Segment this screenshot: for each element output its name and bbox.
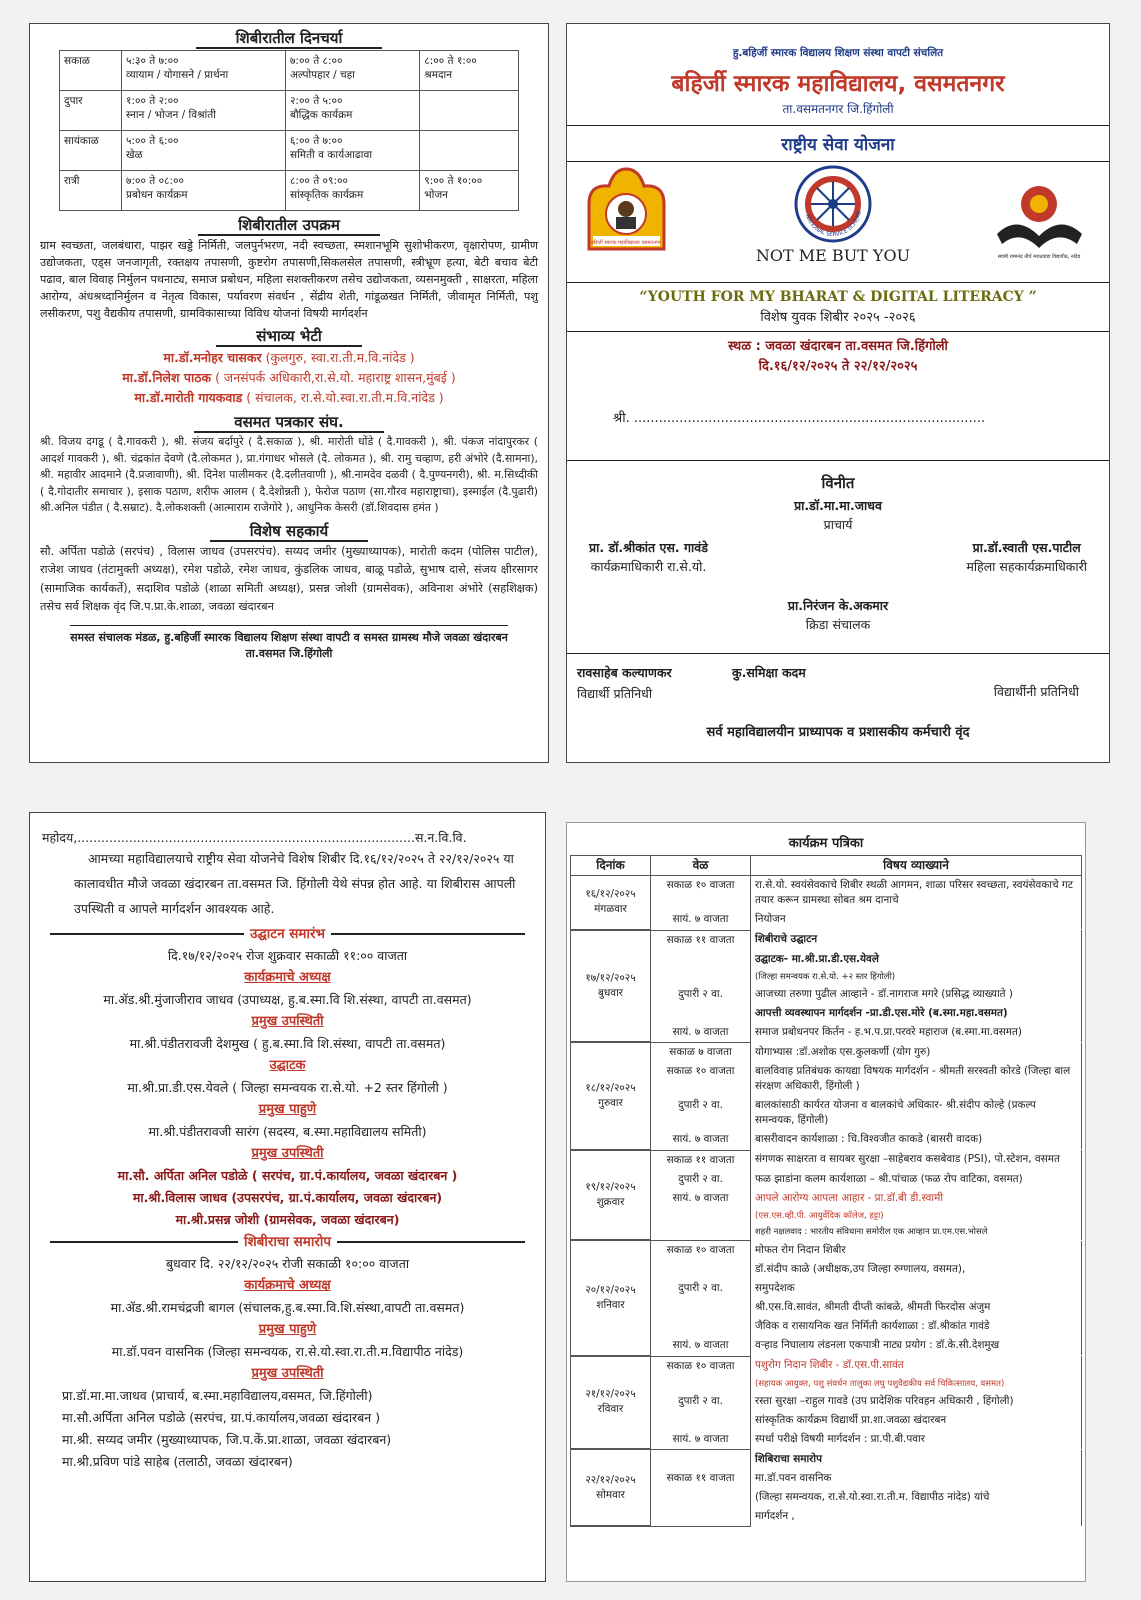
program-topic: शिबिराचा समारोप [751, 1450, 1082, 1469]
schedule-slot [420, 91, 519, 131]
section-title: उद्घाटन समारंभ [250, 926, 325, 942]
program-row [571, 930, 1082, 950]
chair-person: मा.ॲड.श्री.रामचंद्रजी बागल (संचालक,हु.ब.स्मा.वि.शि.संस्था,वापटी ता.वसमत) [110, 1300, 465, 1315]
schedule-slot [420, 131, 519, 171]
program-row [571, 1241, 1082, 1261]
college-name: बहिर्जी स्मारक महाविद्यालय, वसमतनगर [671, 71, 1005, 97]
invitee-line: श्री. ..................................................................................... [613, 411, 986, 426]
program-table [570, 855, 1082, 1527]
presence-item: प्रा.डॉ.मा.मा.जाधव (प्राचार्य, ब.स्मा.महाविद्यालय,वसमत, जि.हिंगोली) [62, 1388, 373, 1403]
day-name: शुक्रवार [596, 1195, 625, 1208]
visit-item [30, 388, 548, 408]
schedule-row [60, 131, 519, 171]
section-heading: कार्यक्रमाचे अध्यक्ष [244, 970, 331, 985]
slot-time: ५:०० ते ६:०० [126, 135, 179, 147]
po-role: कार्यक्रमाधिकारी रा.से.यो. [590, 559, 707, 574]
schedule-period: सायंकाळ [60, 131, 122, 171]
program-topic: जैविक व रासायनिक खत निर्मिती कार्यशाळा : डॉ.श्रीकांत गावंडे [751, 1317, 1082, 1336]
visit-item [30, 368, 548, 388]
visits-list [30, 348, 548, 408]
schedule-period: दुपार [60, 91, 122, 131]
program-row [571, 876, 1082, 911]
po-name: प्रा. डॉ.श्रीकांत एस. गावंडे [589, 540, 708, 555]
day-name: मंगळवार [594, 903, 627, 916]
slot-time: ९:०० ते १०:०० [424, 175, 483, 187]
program-topic: (जिल्हा समन्वयक रा.से.यो. +२ स्तर हिंगोली) [751, 969, 1082, 985]
program-time [651, 950, 751, 969]
schedule-period: सकाळ [60, 51, 122, 91]
section-heading: प्रमुख उपस्थिती [251, 1366, 324, 1381]
nss-logo [793, 164, 873, 244]
visit-name: मा.डॉ.निलेश पाठक [122, 370, 212, 385]
visits-title: संभाव्य भेटी [30, 326, 548, 346]
section-heading-block [30, 923, 545, 945]
nss-title: राष्ट्रीय सेवा योजना [781, 135, 895, 155]
program-topic: मार्गदर्शन , [751, 1507, 1082, 1526]
salutation: महोदय,.....................................................................................स.न.वि.वि. [42, 830, 467, 845]
program-topic: (सहायक आयुक्त, पशु संवर्धन तालुका लघु पशुवैद्यकीय सर्व चिकित्सालय, वसमत) [751, 1376, 1082, 1392]
schedule-period: रात्री [60, 171, 122, 211]
slot-activity: व्यायाम / योगासने / प्रार्थना [126, 69, 229, 81]
college-location: ता.वसमतनगर जि.हिंगोली [782, 102, 894, 116]
principal-name: प्रा.डॉ.मा.मा.जाधव [794, 498, 882, 513]
section-heading: प्रमुख पाहुणे [258, 1102, 317, 1117]
date-value: १७/१२/२०२५ [585, 971, 636, 984]
sports-name: प्रा.निरंजन के.अकमार [787, 598, 889, 613]
program-row [571, 1043, 1082, 1063]
university-logo [992, 174, 1087, 269]
panel-program-schedule [566, 822, 1086, 1582]
visit-name: मा.डॉ.मारोती गायकवाड [134, 390, 243, 405]
program-topic: शिबीराचे उद्घाटन [751, 930, 1082, 950]
program-topic: पशुरोग निदान शिबीर - डॉ.एस.पी.सावंत [751, 1356, 1082, 1376]
section-heading: प्रमुख उपस्थिती [251, 1014, 324, 1029]
program-time [651, 1208, 751, 1224]
program-time: दुपारी २ वा. [651, 1096, 751, 1130]
rep1-name: रावसाहेब कल्याणकर [577, 665, 672, 680]
slot-activity: स्नान / भोजन / विश्रांती [126, 109, 216, 121]
day-separator [571, 1526, 1082, 1527]
program-time: सायं. ७ वाजता [651, 1130, 751, 1149]
program-topic: डॉ.संदीप काळे (अधीक्षक,उप जिल्हा रुग्णालय, वसमत), [751, 1260, 1082, 1279]
presence-item: मा.श्री. सय्यद जमीर (मुख्याध्यापक, जि.प.कें.प्रा.शाळा, जवळा खंदारबन) [62, 1432, 392, 1447]
presence-item: मा.सौ. अर्पिता अनिल पडोळे ( सरपंच, ग्रा.पं.कार्यालय, जवळा खंदारबन ) [117, 1168, 458, 1183]
sports-role: क्रिडा संचालक [805, 617, 871, 632]
date-value: २२/१२/२०२५ [585, 1473, 636, 1486]
program-topic: फळ झाडांना कलम कार्यशाळा – श्री.पांचाळ (फळ रोप वाटिका, वसमत) [751, 1170, 1082, 1189]
program-time: सकाळ १० वाजता [651, 1241, 751, 1261]
wpo-name: प्रा.डॉ.स्वाती एस.पाटील [972, 540, 1081, 555]
schedule-title: शिबीरातील दिनचर्या [30, 28, 548, 48]
panel-invitation-cover [566, 23, 1110, 763]
rule [50, 933, 244, 935]
activities-text: ग्राम स्वच्छता, जलबंधारा, पाझर खड्डे निर्मिती, जलपुर्नभरण, नदी स्वच्छता, स्मशानभूमि सुशोभीकरण, वृक्षारोपण, ग्रामीण उद्योजकता, एड्स जनजागृती, रक्तक्षय तपासणी, कुष्टरोग तपासणी,सिकलसेल तपासणी, स्त्रीभ्रूण हत्या, बेटी बचाव बेटी पढाव, बाल विवाह निर्मुलन पथनाट्य, समाज प्रबोधन, महिला सशक्तीकरण तसेच उद्योजकता, व्यसनमुक्ती , साक्षरता, महिला आरोग्य, अंधश्रध्दानिर्मुलन व नेतृत्व विकास, पर्यावरण संवर्धन , सेंद्रीय शेती, गांडूळखत निर्मिती, जीवामृत निर्मिती, पशु लसीकरण, पशु वैद्यकीय तपासणी, ग्रामविकासाच्या विविध योजनां विषयी मार्गदर्शन [40, 239, 538, 320]
day-name: रविवार [597, 1403, 624, 1416]
section-heading: उद्घाटक [269, 1058, 306, 1073]
program-time: दुपारी २ वा. [651, 1392, 751, 1411]
program-topic: शहरी नक्षलवाद : भारतीय संविधाना समोरील एक आव्हान प्रा.एम.एस.भोसले [751, 1224, 1082, 1240]
program-time [651, 1298, 751, 1317]
divider [567, 161, 1109, 162]
camp-venue: स्थळ : जवळा खंदारबन ता.वसमत जि.हिंगोली [728, 339, 948, 354]
activities-title: शिबीरातील उपक्रम [30, 215, 548, 235]
schedule-slot [285, 131, 419, 171]
presence-item: मा.श्री.प्रविण पांडे साहेब (तलाठी, जवळा खंदारबन) [62, 1454, 293, 1469]
day-name: बुधवार [597, 986, 624, 999]
closing-time: बुधवार दि. २२/१२/२०२५ रोजी सकाळी १०:०० वाजता [165, 1256, 410, 1271]
program-time [651, 1411, 751, 1430]
program-topic: मोफत रोग निदान शिबीर [751, 1241, 1082, 1261]
chair-person: मा.ॲड.श्री.मुंजाजीराव जाधव (उपाध्यक्ष, हु.ब.स्मा.वि शि.संस्था, वापटी ता.वसमत) [103, 992, 472, 1007]
table-header: दिनांक [571, 856, 651, 876]
program-date [571, 1241, 651, 1356]
program-topic: वऱ्हाड निघालाय लंडनला एकपात्री नाट्य प्रयोग : डॉ.के.सी.देशमुख [751, 1336, 1082, 1355]
schedule-row [60, 51, 519, 91]
separator-cell [571, 1526, 751, 1527]
date-value: १९/१२/२०२५ [585, 1180, 636, 1193]
camp-dates: दि.१६/१२/२०२५ ते २२/१२/२०२५ [758, 359, 918, 374]
slot-activity: अल्पोपहार / चहा [289, 69, 355, 81]
day-name: शनिवार [596, 1298, 625, 1311]
divider [567, 653, 1109, 654]
day-name: सोमवार [596, 1488, 625, 1501]
section-title: शिबीराचा समारोप [243, 1234, 332, 1250]
divider [567, 331, 1109, 332]
program-time [651, 1260, 751, 1279]
slot-time: ७:०० ते ८:०० [289, 55, 343, 67]
schedule-slot [420, 171, 519, 211]
slot-time: ५:३० ते ७:०० [126, 55, 179, 67]
schedule-slot [285, 51, 419, 91]
section-heading-block [30, 1231, 545, 1253]
program-time: सकाळ १० वाजता [651, 876, 751, 911]
footer-text: समस्त संचालक मंडळ, हु.बहिर्जी स्मारक विद्यालय शिक्षण संस्था वापटी व समस्त ग्रामस्थ मौजे जवळा खंदारबन ता.वसमत जि.हिंगोली [70, 630, 508, 660]
program-time [651, 969, 751, 985]
slot-time: १:०० ते २:०० [126, 95, 179, 107]
program-time: सायं. ७ वाजता [651, 910, 751, 929]
program-time: सकाळ ११ वाजता [651, 930, 751, 950]
schedule-slot [420, 51, 519, 91]
visit-item [30, 348, 548, 368]
slot-activity: खेळ [126, 149, 143, 161]
program-topic: उद्घाटक- मा.श्री.प्रा.डी.एस.येवले [751, 950, 1082, 969]
program-row [571, 1356, 1082, 1376]
program-time: सायं. ७ वाजता [651, 1430, 751, 1449]
program-date [571, 930, 651, 1042]
rule [331, 933, 525, 935]
date-value: २०/१२/२०२५ [585, 1283, 636, 1296]
inaug-time: दि.१७/१२/२०२५ रोज शुक्रवार सकाळी ११:०० वाजता [167, 948, 408, 963]
nss-motto: NOT ME BUT YOU [755, 246, 911, 265]
program-row [571, 1150, 1082, 1170]
rep2-name: कु.समिक्षा कदम [732, 665, 806, 680]
program-time: सकाळ ११ वाजता [651, 1469, 751, 1488]
program-time: सकाळ ७ वाजता [651, 1043, 751, 1063]
camp-theme: “YOUTH FOR MY BHARAT & DIGITAL LITERACY ” [639, 289, 1037, 305]
program-date [571, 1150, 651, 1240]
date-value: १६/१२/२०२५ [585, 888, 636, 901]
org-name: हु.बहिर्जी स्मारक विद्यालय शिक्षण संस्था वापटी संचलित [732, 47, 944, 59]
day-name: गुरुवार [598, 1096, 623, 1109]
program-time [651, 1004, 751, 1023]
slot-activity: प्रबोधन कार्यक्रम [126, 189, 188, 201]
guest: मा.डॉ.पवन वासनिक (जिल्हा समन्वयक, रा.से.यो.स्वा.रा.ती.म.विद्यापीठ नांदेड) [111, 1344, 464, 1359]
program-topic: (जिल्हा समन्वयक, रा.से.यो.स्वा.रा.ती.म. विद्यापीठ नांदेड) यांचे [751, 1488, 1082, 1507]
program-topic: रा.से.यो. स्वयंसेवकाचे शिबीर स्थळी आगमन, शाळा परिसर स्वच्छता, स्वयंसेवकाचे गट तयार करून ग्रामस्था सोबत श्रम दानाचे [751, 876, 1082, 911]
program-topic: बासरीवादन कार्यशाळा : चि.विश्वजीत काकडे (बासरी वादक) [751, 1130, 1082, 1149]
schedule-slot [122, 131, 286, 171]
university-logo-text: स्वामी रामानंद तीर्थ मराठवाडा विद्यापीठ, नांदेड [997, 254, 1081, 260]
program-time [651, 1376, 751, 1392]
program-topic: श्री.एस.वि.सावंत, श्रीमती दीप्ती कांबळे, श्रीमती फिरदोस अंजुम [751, 1298, 1082, 1317]
chief-guest: मा.श्री.पंडीतरावजी देशमुख ( हु.ब.स्मा.वि शि.संस्था, वापटी ता.वसमत) [129, 1036, 446, 1051]
program-row [571, 1450, 1082, 1469]
program-date [571, 1356, 651, 1449]
section-heading: कार्यक्रमाचे अध्यक्ष [244, 1278, 331, 1293]
program-topic: आजच्या तरुणा पुढील आव्हाने - डॉ.नागराज मगरे (प्रसिद्ध व्याख्याते ) [751, 985, 1082, 1004]
program-time: सायं. ७ वाजता [651, 1023, 751, 1042]
program-topic: नियोजन [751, 910, 1082, 929]
program-time: सायं. ७ वाजता [651, 1189, 751, 1208]
program-topic: योगाभ्यास :डॉ.अशोक एस.कुलकर्णी (योग गुरु) [751, 1043, 1082, 1063]
program-topic: आपत्ती व्यवस्थापन मार्गदर्शन -प्रा.डी.एस.मोरे (ब.स्मा.महा.वसमत) [751, 1004, 1082, 1023]
slot-time: २:०० ते ५:०० [289, 95, 343, 107]
divider [567, 125, 1109, 126]
visit-role: (कुलगुरु, स्वा.रा.ती.म.वि.नांदेड ) [261, 350, 415, 365]
rep1-role: विद्यार्थी प्रतिनिधी [577, 686, 653, 701]
camp-name: विशेष युवक शिबीर २०२५ -२०२६ [760, 310, 916, 325]
divider [567, 282, 1109, 283]
schedule-slot [285, 171, 419, 211]
schedule-slot [122, 91, 286, 131]
program-time [651, 1488, 751, 1507]
slot-activity: बौद्धिक कार्यक्रम [289, 109, 353, 121]
table-header: वेळ [651, 856, 751, 876]
principal-role: प्राचार्य [823, 517, 853, 532]
program-topic: संगणक साक्षरता व सायबर सुरक्षा –साहेबराव कसबेवाड (PSI), पो.स्टेशन, वसमत [751, 1150, 1082, 1170]
schedule-row [60, 91, 519, 131]
program-date [571, 1450, 651, 1526]
date-value: २१/१२/२०२५ [585, 1388, 636, 1401]
schedule-slot [122, 171, 286, 211]
date-value: १८/१२/२०२५ [585, 1081, 636, 1094]
program-time [651, 1507, 751, 1526]
college-logo-text: बहिर्जी स्मारक महाविद्यालय वसमतनगर [590, 240, 662, 246]
program-topic: सांस्कृतिक कार्यक्रम विद्यार्थी प्रा.शा.जवळा खंदारबन [751, 1411, 1082, 1430]
section-heading: प्रमुख पाहुणे [258, 1322, 317, 1337]
wpo-role: महिला सहकार्यक्रमाधिकारी [966, 559, 1087, 574]
staff-line: सर्व महाविद्यालयीन प्राध्यापक व प्रशासकीय कर्मचारी वृंद [706, 725, 970, 740]
slot-time: ८:०० ते ०९:०० [289, 175, 348, 187]
panel-invitation-letter [29, 812, 546, 1582]
visit-role: ( जनसंपर्क अधिकारी,रा.से.यो. महाराष्ट्र शासन,मुंबई ) [211, 370, 456, 385]
slot-activity: भोजन [424, 189, 448, 201]
presence-item: मा.सौ.अर्पिता अनिल पडोळे (सरपंच, ग्रा.पं.कार्यालय,जवळा खंदारबन ) [62, 1410, 381, 1425]
program-topic: मा.डॉ.पवन वासनिक [751, 1469, 1082, 1488]
program-topic: रस्ता सुरक्षा –राहुल गावडे (उप प्रादेशिक परिवहन अधिकारी , हिंगोली) [751, 1392, 1082, 1411]
slot-activity: श्रमदान [424, 69, 453, 81]
panel-schedule [29, 23, 549, 763]
program-time: दुपारी २ वा. [651, 1279, 751, 1298]
program-date [571, 876, 651, 930]
program-date [571, 1043, 651, 1150]
visit-role: ( संचालक, रा.से.यो.स्वा.रा.ती.म.वि.नांदेड ) [242, 390, 444, 405]
program-title: कार्यक्रम पत्रिका [788, 836, 864, 851]
schedule-slot [285, 91, 419, 131]
slot-activity: समिती व कार्यआढावा [289, 149, 373, 161]
slot-time: ८:०० ते १:०० [424, 55, 477, 67]
rule [50, 1241, 238, 1243]
table-header: विषय व्याख्याने [751, 856, 1082, 876]
program-topic: समुपदेशक [751, 1279, 1082, 1298]
program-time [651, 1224, 751, 1240]
program-topic: (एस.एस.व्ही.पी. आयुर्वेदिक कॉलेज, हट्टा) [751, 1208, 1082, 1224]
program-topic: बालकांसाठी कार्यरत योजना व बालकांचे अधिकार- श्री.संदीप कोल्हे (प्रकल्प समन्वयक, हिंगोली) [751, 1096, 1082, 1130]
schedule-row [60, 171, 519, 211]
guest: मा.श्री.पंडीतरावजी सारंग (सदस्य, ब.स्मा.महाविद्यालय समिती) [148, 1124, 427, 1139]
inaugurator: मा.श्री.प्रा.डी.एस.येवले ( जिल्हा समन्वयक रा.से.यो. +2 स्तर हिंगोली ) [127, 1080, 448, 1095]
program-topic: समाज प्रबोधनपर किर्तन - ह.भ.प.प्रा.परवरे महाराज (ब.स्मा.मा.वसमत) [751, 1023, 1082, 1042]
rule [337, 1241, 525, 1243]
program-time: सकाळ १० वाजता [651, 1356, 751, 1376]
support-title: विशेष सहकार्य [30, 521, 548, 541]
schedule-slot [122, 51, 286, 91]
nss-ring-text: NATIONAL SERVICE SCHEME [803, 210, 863, 239]
program-time [651, 1317, 751, 1336]
presence-item: मा.श्री.विलास जाधव (उपसरपंच, ग्रा.पं.कार्यालय, जवळा खंदारबन) [132, 1190, 443, 1205]
college-logo [579, 164, 674, 259]
section-heading: प्रमुख उपस्थिती [251, 1146, 324, 1161]
program-topic: आपले आरोग्य आपला आहार - प्रा.डॉ.बी डी.स्वामी [751, 1189, 1082, 1208]
support-text: सौ. अर्पिता पडोळे (सरपंच) , विलास जाधव (उपसरपंच). सय्यद जमीर (मुख्याध्यापक), मारोती कदम (पोलिस पाटील), राजेश जाधव (तंटामुक्ती अध्यक्ष), रमेश पडोळे, रमेश जाधव, कुंडलिक जाधव, बाळू पडोळे, सुभाष दासे, संजय क्षीरसागर (सामाजिक कार्यकर्ते), सदाशिव पडोळे (शाळा समिती अध्यक्ष), प्रसन्न जोशी (ग्रामसेवक), अविनाश अंभोरे (सहशिक्षक) तसेच सर्व शिक्षक वृंद जि.प.प्रा.के.शाळा, जवळा खंदारबन [40, 544, 538, 613]
rep2-role: विद्यार्थीनी प्रतिनिधी [993, 684, 1079, 699]
press-title: वसमत पत्रकार संघ. [30, 412, 548, 432]
press-text: श्री. विजय दगडू ( दै.गावकरी ), श्री. संजय बर्दापुरे ( दै.सकाळ ), श्री. मारोती धोंडे ( दै.गावकरी ), श्री. पंकज नांदापुरकर ( आदर्श गावकरी ), श्री. चंद्रकांत देवणे (दै.लोकमत ), प्रा.गंगाधर भोसले (दै. लोकमत ), श्री. रामु चव्हाण, हरी अंभोरे (दै.सामना), श्री. महावीर आदमाने (दै.प्रजावाणी), श्री. दिनेश पालीमकर (दै.दलीतवाणी ), श्री.नामदेव दळवी ( दै.पुण्यनगरी), श्री. म.सिध्दीकी ( दै.गोदातीर समाचार ), इसाक पठाण, शरीफ आलम ( दै.देशोन्नती ), फेरोज पठाण (सा.गौरव महाराष्ट्राचा), इस्माईल (दै.पुढारी) श्री.अनिल पंडीत ( दै.सम्राट). दै.लोकशक्ती (आत्माराम राजेगोरे ), आधुनिक केसरी (डॉ.शिवदास हमंत ) [40, 435, 538, 514]
program-time: सायं. ७ वाजता [651, 1336, 751, 1355]
program-time: दुपारी २ वा. [651, 1170, 751, 1189]
program-topic: स्पर्धा परीक्षे विषयी मार्गदर्शन : प्रा.पी.बी.पवार [751, 1430, 1082, 1449]
program-topic: बालविवाह प्रतिबंधक कायद्या विषयक मार्गदर्शन - श्रीमती सरस्वती कोरडे (जिल्हा बाल संरक्षण अधिकारी, हिंगोली ) [751, 1062, 1082, 1096]
visit-name: मा.डॉ.मनोहर चासकर [163, 350, 262, 365]
program-time [651, 1450, 751, 1469]
vinit-label: विनीत [821, 474, 855, 492]
slot-activity: सांस्कृतिक कार्यक्रम [289, 189, 364, 201]
program-time: सकाळ ११ वाजता [651, 1150, 751, 1170]
program-time: दुपारी २ वा. [651, 985, 751, 1004]
divider [70, 625, 508, 626]
slot-time: ६:०० ते ७:०० [289, 135, 343, 147]
presence-item: मा.श्री.प्रसन्न जोशी (ग्रामसेवक, जवळा खंदारबन) [175, 1212, 400, 1227]
divider [567, 460, 1109, 461]
daily-schedule-table [59, 50, 519, 211]
program-time: सकाळ १० वाजता [651, 1062, 751, 1096]
intro-text: आमच्या महाविद्यालयाचे राष्ट्रीय सेवा योजनेचे विशेष शिबीर दि.१६/१२/२०२५ ते २२/१२/२०२५ या कालावधीत मौजे जवळा खंदारबन ता.वसमत जि. हिंगोली येथे संपन्न होत आहे. या शिबीरास आपली उपस्थिती व आपले मार्गदर्शन आवश्यक आहे. [74, 851, 516, 916]
slot-time: ७:०० ते ०८:०० [126, 175, 184, 187]
